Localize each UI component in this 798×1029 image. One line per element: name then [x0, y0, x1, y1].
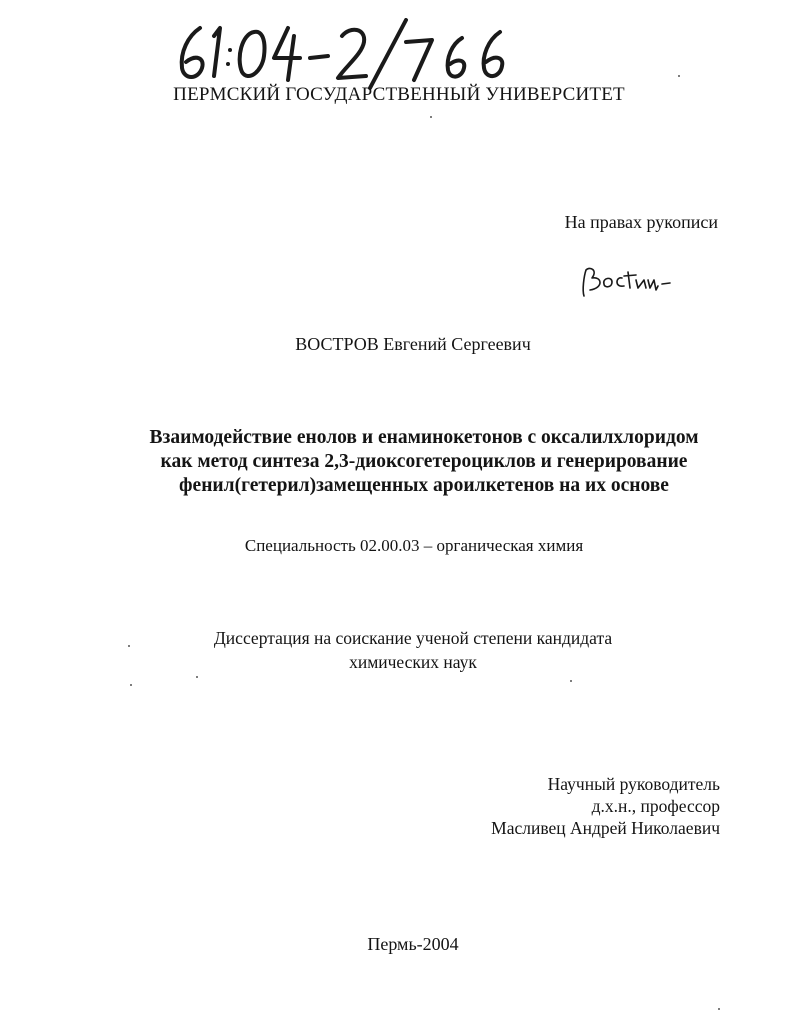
dissertation-degree [0, 626, 798, 674]
supervisor-block [491, 773, 720, 839]
supervisor-role: Научный руководитель [547, 774, 720, 794]
title-line-1: Взаимодействие енолов и енаминокетонов с оксалилхлоридом [149, 427, 699, 448]
dissertation-title [60, 426, 788, 498]
supervisor-degree: д.х.н., профессор [591, 796, 720, 816]
supervisor-name: Масливец Андрей Николаевич [491, 818, 720, 838]
university-name: ПЕРМСКИЙ ГОСУДАРСТВЕННЫЙ УНИВЕРСИТЕТ [173, 84, 625, 105]
dissertation-line-1: Диссертация на соискание ученой степени кандидата [213, 628, 613, 648]
title-line-2: как метод синтеза 2,3-диоксогетероциклов и генерирование [160, 451, 688, 472]
scan-speck [678, 75, 680, 77]
scan-speck [196, 676, 198, 678]
author-name: ВОСТРОВ Евгений Сергеевич [295, 334, 531, 354]
scan-speck [430, 116, 432, 118]
city-year: Пермь-2004 [367, 934, 459, 954]
title-line-3: фенил(гетерил)замещенных ароилкетенов на их основе [179, 475, 669, 496]
specialty: Специальность 02.00.03 – органическая химия [244, 536, 584, 555]
author-signature [578, 262, 673, 302]
scan-speck [718, 1008, 720, 1010]
scan-speck [570, 680, 572, 682]
dissertation-line-2: химических наук [349, 652, 477, 672]
scan-speck [130, 684, 132, 686]
rights-notice: На правах рукописи [564, 212, 718, 232]
scan-speck [128, 645, 130, 647]
handwritten-archive-number [170, 18, 530, 90]
